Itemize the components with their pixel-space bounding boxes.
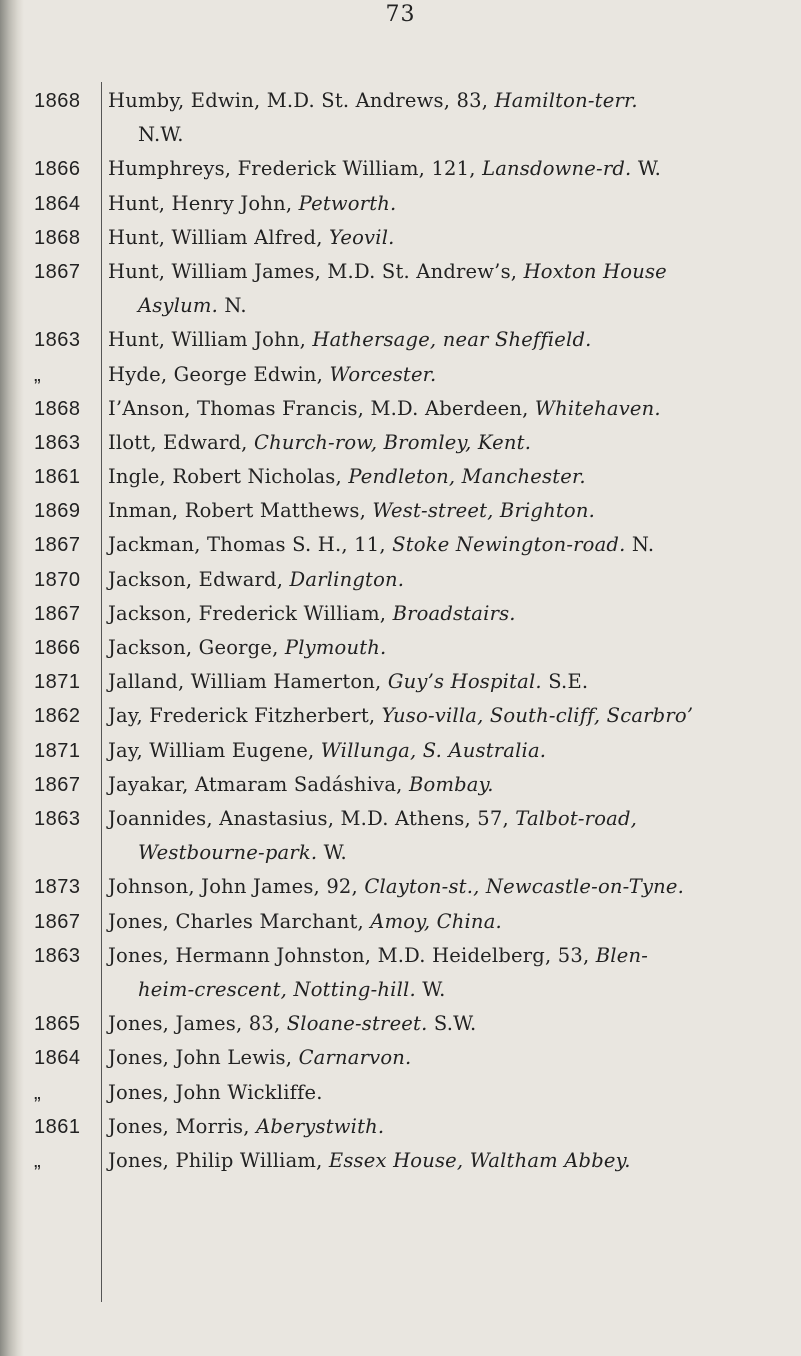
- register-entry: [0, 494, 801, 528]
- entry-year: 1864: [34, 1047, 81, 1070]
- entry-address: Aberystwith.: [256, 1114, 385, 1138]
- entry-address: Talbot-road,: [515, 806, 638, 830]
- entry-address: Worcester.: [329, 362, 437, 386]
- register-entry: [0, 528, 801, 562]
- entry-text: [98, 255, 801, 323]
- entry-name: Johnson, John James, 92,: [108, 875, 365, 899]
- entry-text: [98, 358, 801, 392]
- entry-address-continued: heim-crescent, Notting-hill.: [138, 977, 416, 1001]
- entry-year: „: [34, 363, 42, 386]
- register-entry: [0, 426, 801, 460]
- entry-year: 1870: [34, 568, 81, 591]
- entry-district-continued: W.: [317, 841, 347, 865]
- entry-continuation: [108, 973, 801, 1007]
- entry-address: Clayton-st., Newcastle-on-Tyne.: [364, 875, 685, 899]
- entry-year: 1871: [34, 739, 81, 762]
- entry-address: Petworth.: [298, 191, 397, 215]
- entry-text: [98, 665, 801, 699]
- entry-district: N.: [625, 533, 655, 557]
- entry-text: [98, 426, 801, 460]
- entry-year: 1864: [34, 192, 81, 215]
- register-entry: [0, 84, 801, 152]
- register-entry: [0, 1110, 801, 1144]
- register-entry: [0, 802, 801, 870]
- register-entry: [0, 323, 801, 357]
- entry-text: [98, 563, 801, 597]
- entry-text: [98, 631, 801, 665]
- entry-name: Ingle, Robert Nicholas,: [108, 465, 349, 489]
- entry-year: 1868: [34, 90, 81, 112]
- entry-text: [98, 734, 801, 768]
- entry-year: 1868: [34, 226, 81, 249]
- entry-year: 1866: [34, 158, 81, 181]
- entry-year: „: [34, 1081, 42, 1104]
- entry-name: Jay, Frederick Fitzherbert,: [108, 704, 382, 728]
- entry-name: Hunt, William John,: [108, 328, 313, 352]
- entry-text: [98, 323, 801, 357]
- entry-year: 1861: [34, 1115, 81, 1138]
- entry-name: Jones, Hermann Johnston, M.D. Heidelberg, 53,: [108, 943, 596, 967]
- entry-text: [98, 187, 801, 221]
- entry-name: Jones, John Wickliffe.: [108, 1080, 323, 1104]
- entry-address: Hathersage, near Sheffield.: [312, 328, 592, 352]
- register-entry: [0, 187, 801, 221]
- entry-address: Amoy, China.: [370, 909, 502, 933]
- entry-district-continued: N.: [218, 294, 247, 318]
- entry-year: 1863: [34, 807, 81, 830]
- entry-text: [98, 460, 801, 494]
- register-entry: [0, 597, 801, 631]
- entry-name: Jackson, Edward,: [108, 567, 290, 591]
- entry-address: Guy’s Hospital.: [387, 670, 542, 694]
- register-entry: [0, 939, 801, 1007]
- entry-text: [98, 1076, 801, 1110]
- entry-address: Plymouth.: [284, 636, 387, 660]
- register-entry: [0, 221, 801, 255]
- register-entry: [0, 460, 801, 494]
- entry-name: Jayakar, Atmaram Sadáshiva,: [108, 772, 409, 796]
- entry-text: [98, 84, 801, 152]
- entry-address: Blen-: [595, 943, 649, 967]
- entry-address: Willunga, S. Australia.: [320, 738, 547, 762]
- entry-text: [98, 1041, 801, 1075]
- entry-year: 1863: [34, 329, 81, 352]
- entry-year: 1867: [34, 534, 81, 557]
- entry-text: [98, 905, 801, 939]
- register-entry: [0, 768, 801, 802]
- entry-text: [98, 870, 801, 904]
- entry-continuation: [108, 118, 801, 152]
- entry-name: Hunt, William Alfred,: [108, 225, 329, 249]
- register-entry: [0, 665, 801, 699]
- entry-text: [98, 768, 801, 802]
- entry-year: 1866: [34, 637, 81, 660]
- entry-year: „: [34, 1149, 42, 1172]
- register-entry: [0, 1007, 801, 1041]
- entry-address: Lansdowne-rd.: [482, 157, 632, 181]
- register-entry: [0, 870, 801, 904]
- entry-district: W.: [631, 157, 662, 181]
- entry-name: Joannides, Anastasius, M.D. Athens, 57,: [108, 806, 516, 830]
- entry-address: Darlington.: [289, 567, 405, 591]
- entry-name: Jackman, Thomas S. H., 11,: [108, 533, 393, 557]
- entry-address: Hoxton House: [523, 259, 667, 283]
- entry-text: [98, 494, 801, 528]
- entry-text: [98, 802, 801, 870]
- entry-address-continued: Westbourne-park.: [138, 841, 318, 865]
- entry-address: Hamilton-terr.: [494, 89, 638, 112]
- entry-district-continued: W.: [415, 977, 446, 1001]
- entry-text: [98, 1110, 801, 1144]
- entry-year: 1862: [34, 705, 81, 728]
- entry-address: Stoke Newington-road.: [392, 533, 626, 557]
- entry-text: [98, 699, 801, 733]
- page-number: 73: [385, 2, 416, 27]
- entry-address: Yeovil.: [329, 225, 395, 249]
- entry-text: [98, 392, 801, 426]
- entry-name: Jalland, William Hamerton,: [108, 670, 388, 694]
- entry-text: [98, 1007, 801, 1041]
- entry-address: Whitehaven.: [534, 396, 661, 420]
- entry-text: [98, 1144, 801, 1178]
- entry-text: [98, 939, 801, 1007]
- entry-address-continued: Asylum.: [138, 294, 218, 318]
- entry-continuation: [108, 836, 801, 870]
- register-entry: [0, 392, 801, 426]
- entry-name: Jones, James, 83,: [108, 1012, 287, 1036]
- entry-year: 1871: [34, 671, 81, 694]
- register-entry: [0, 358, 801, 392]
- entry-district: S.W.: [427, 1012, 477, 1036]
- entry-year: 1867: [34, 602, 81, 625]
- entry-name: Jay, William Eugene,: [108, 738, 321, 762]
- register-entry: [0, 1144, 801, 1178]
- entry-name: Jones, Morris,: [108, 1114, 257, 1138]
- register-entry: [0, 152, 801, 186]
- entry-address: Yuso-villa, South-cliff, Scarbro’: [381, 704, 694, 728]
- entry-year: 1863: [34, 944, 81, 967]
- entry-year: 1863: [34, 431, 81, 454]
- register-entry: [0, 1076, 801, 1110]
- entry-address: Broadstairs.: [392, 601, 516, 625]
- entry-name: Jones, John Lewis,: [108, 1046, 299, 1070]
- entry-address: Church-row, Bromley, Kent.: [253, 430, 532, 454]
- entry-text: [98, 597, 801, 631]
- entry-text: [98, 528, 801, 562]
- entry-address: Bombay.: [408, 772, 494, 796]
- entry-year: 1865: [34, 1013, 81, 1036]
- entry-name: Humphreys, Frederick William, 121,: [108, 157, 483, 181]
- register-entry: [0, 905, 801, 939]
- entry-year: 1868: [34, 397, 81, 420]
- entry-year: 1869: [34, 500, 81, 523]
- entry-year: 1873: [34, 876, 81, 899]
- entry-year: 1861: [34, 466, 81, 489]
- entry-name: Hunt, William James, M.D. St. Andrew’s,: [108, 259, 524, 283]
- entry-address: Carnarvon.: [298, 1046, 412, 1070]
- register-entry: [0, 563, 801, 597]
- entry-name: I’Anson, Thomas Francis, M.D. Aberdeen,: [108, 396, 535, 420]
- entry-name: Hunt, Henry John,: [108, 191, 299, 215]
- register-entry: [0, 255, 801, 323]
- entry-district: S.E.: [541, 670, 589, 694]
- entry-address: West-street, Brighton.: [372, 499, 595, 523]
- entry-address: Sloane-street.: [286, 1012, 428, 1036]
- entry-name: Jones, Philip William,: [108, 1148, 329, 1172]
- entry-continuation: [108, 289, 801, 323]
- entry-name: Ilott, Edward,: [108, 430, 254, 454]
- register-entries: [0, 84, 801, 1178]
- entry-year: 1867: [34, 773, 81, 796]
- register-entry: [0, 631, 801, 665]
- entry-text: [98, 152, 801, 186]
- entry-name: Jackson, George,: [108, 636, 285, 660]
- entry-address: Pendleton, Manchester.: [348, 465, 586, 489]
- register-entry: [0, 699, 801, 733]
- entry-name: Jones, Charles Marchant,: [108, 909, 371, 933]
- entry-year: 1867: [34, 260, 81, 283]
- entry-name: Hyde, George Edwin,: [108, 362, 330, 386]
- entry-name: Humby, Edwin, M.D. St. Andrews, 83,: [108, 89, 495, 112]
- register-entry: [0, 734, 801, 768]
- register-entry: [0, 1041, 801, 1075]
- entry-district-continued: N.W.: [138, 123, 184, 147]
- entry-address: Essex House, Waltham Abbey.: [328, 1148, 631, 1172]
- entry-text: [98, 221, 801, 255]
- entry-year: 1867: [34, 910, 81, 933]
- entry-name: Inman, Robert Matthews,: [108, 499, 373, 523]
- entry-name: Jackson, Frederick William,: [108, 601, 393, 625]
